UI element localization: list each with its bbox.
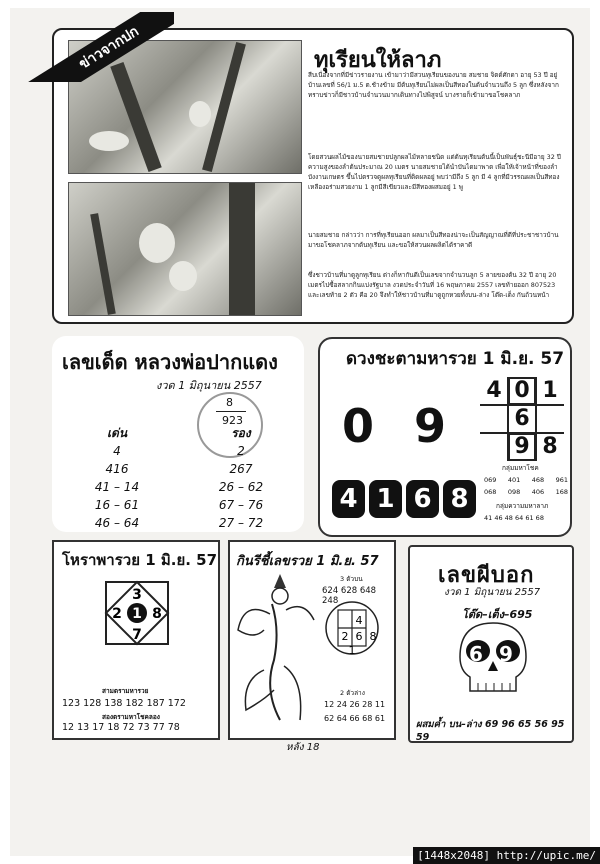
box1-right-value: 27 – 72 [218,516,264,530]
box2-big-number: 9 [414,399,447,453]
box1-right-header: รอง [231,426,251,440]
box4-nums1: 624 628 648 248 [322,586,377,606]
grid-cell: 9 [508,433,536,461]
box1-left-column [82,424,152,532]
box2-big-number: 0 [342,399,375,453]
grid-cell: 0 [508,377,536,405]
news-section [52,23,574,324]
box1-left-value: 41 – 14 [94,480,140,494]
box3-title: โหราพารวย 1 มิ.ย. 57 [62,551,218,569]
news-paragraph-4: ซึ่งชาวบ้านที่มาดูลูกทุเรียน ต่างก็หากันดีเป็นเลขจากจำนวนลูก 5 ลายของต้น 32 ปี อายุ 20 เมตรไปซื้อสลากกินแบ่งรัฐบาล งวดประจำวันที่ 16 พฤษภาคม 2557 เลขท้ายออก 807523 และเลขท้าย 2 ตัว คือ 20 จึงทำให้ชาวบ้านที่มาดูถูกหวยทั้งบน-ล่าง โต๊ด-เต็ง กันถ้วนหน้า [308,271,557,299]
box4-nums2a: 12 24 26 28 11 [324,700,386,709]
box3-nums1: 123 128 138 182 187 172 [62,698,186,709]
news-paragraph-3: นายสมชาย กล่าวว่า การที่ทุเรียนออก ผลมาเป็นสีทองน่าจะเป็นสัญญาณที่ดีที่ประชาชาวบ้านมาขอโชคลาภจากต้นทุเรียน และขอให้สวนผลผลิตได้ราคาดี [308,231,559,249]
news-paragraph-2: โดยสวนผลไม้ของนายสมชายปลูกผลไม้หลายชนิด แต่ต้นทุเรียนต้นนี้เป็นพันธุ์ชะนีมีอายุ 32 ปี ความสูงของลำต้นประมาณ 20 เมตร นายสมชายได้นำบันไดมาพาด เพื่อให้เจ้าหน้าที่ของลำบังงานเกษตร ขึ้นไปตรวจดูผลทุเรียนที่ติดผลอยู่ พบว่ามีถึง 5 ลูก มี 4 ลูกที่มีวรรณผลเป็นสีทองเหลืองอร่ามสวยงาม 1 ลูกมีสีเขียวและมีสีทองผสมอยู่ 1 พู [308,153,561,191]
box5-date: งวด 1 มิถุนายน 2557 [444,587,541,598]
grid-cell: 8 [542,434,558,459]
box1-fraction-line [216,411,246,412]
grid-cell: 6 [514,406,530,431]
box1-title: เลขเด็ด หลวงพ่อปากแดง [62,350,278,374]
durian-fruit-photo-bottom [68,182,302,316]
box1-fraction-bottom: 923 [222,414,243,427]
box1-right-value: 67 – 76 [218,498,264,512]
news-ribbon-label: ข่าวจากปก [24,12,174,82]
news-paragraph-1: สืบเนื่องจากที่มีข่าวรายงาน เข้ามาว่ามีสวนทุเรียนของนาย สมชาย จิตต์ศักดา อายุ 53 ปี อยู่ บ้านเลขที่ 56/1 ม.5 ต.ช้างข้าม มีต้นทุเรียนไม่ผลเป็นสีทองในต้นจำนวนถึง 5 ลูก ซึ่งหลังจากทราบข่าวก็มีชาวบ้านจำนวนมากเดินทางไปพิสูจน์ บางรายก็เข้ามาขอโชคลาภ [308,71,559,99]
ghost-number-box [408,545,574,743]
box1-date: งวด 1 มิถุนายน 2557 [156,379,262,392]
luang-por-pak-daeng-box [52,336,304,532]
box3-nums2: 12 13 17 18 72 73 77 78 [62,722,180,733]
box2-label1: กลุ่มมหาโชค [502,464,539,472]
box1-right-value: 2 [237,444,245,458]
watermark: [1448x2048] http://upic.me/ [413,847,600,864]
news-headline: ทุเรียนให้ลาภ [314,48,442,73]
box2-pill-number: 8 [443,480,476,518]
skull-eye-number: 6 [469,642,483,666]
box1-right-value: 267 [229,462,253,476]
box2-pill-number: 1 [369,480,402,518]
box1-left-header: เด่น [106,426,128,440]
box1-fraction-top: 8 [226,396,233,409]
box2-group2: 41 46 48 64 61 68 [484,514,544,522]
kinnaree-box [228,540,396,740]
box5-title: เลขผีบอก [438,563,535,588]
box2-group1-row2 [484,487,568,497]
page-number: หลัง 18 [286,742,320,753]
kinnaree-illustration [234,570,320,730]
box4-title: กินรีชี้เลขรวย 1 มิ.ย. 57 [236,554,379,569]
box5-bottom-numbers: ผสมค้ำ บน–ล่าง 69 96 65 56 95 59 [416,719,565,743]
grid-number: 8 [152,606,162,622]
skull-eye-number: 9 [499,642,513,666]
box2-group1-row1 [484,475,568,485]
box4-number-grid [324,600,380,656]
num: 098 [507,488,521,496]
grid-cell: 1 [542,378,558,403]
num: 168 [555,488,568,496]
num: 401 [507,476,521,484]
grid-number: 2 [341,630,349,643]
grid-number: 1 [348,644,356,656]
box4-label1: 3 ตัวบน [340,575,363,583]
box1-left-value: 416 [105,462,129,476]
hora-wealth-box [52,540,220,740]
box2-pill-number: 4 [332,480,365,518]
box1-left-value: 4 [113,444,121,458]
num: 406 [531,488,545,496]
horoscope-wealth-box [318,337,572,537]
box3-square-grid [104,580,170,646]
grid-number: 7 [132,627,142,643]
box2-pill-number: 6 [406,480,439,518]
grid-cell: 4 [486,378,502,403]
num: 068 [484,488,497,496]
box3-label2: สองตรามหาโชคลอง [102,713,160,721]
grid-number: 3 [132,587,142,603]
box4-label2: 2 ตัวล่าง [340,689,365,697]
num: 961 [555,476,568,484]
box1-left-value: 46 – 64 [94,516,140,530]
grid-number: 6 [355,630,363,643]
box2-title: ดวงชะตามหารวย 1 มิ.ย. 57 [346,349,565,369]
box3-label1: สามตรามหารวย [102,687,149,695]
box2-label2: กลุ่มความมหาลาภ [496,502,549,510]
box2-number-grid [480,377,564,461]
grid-number: 1 [132,606,142,622]
box1-right-column [206,424,276,532]
grid-number: 8 [369,630,377,643]
box5-tode: โต๊ด–เต็ง–695 [462,608,533,621]
box4-nums2b: 62 64 66 68 61 [324,714,386,723]
num: 069 [484,476,497,484]
grid-number: 2 [112,606,122,622]
box1-right-value: 26 – 62 [218,480,264,494]
grid-number: 4 [355,614,363,627]
box1-left-value: 16 – 61 [94,498,140,512]
skull-illustration [450,619,536,703]
news-ribbon [24,12,174,82]
num: 468 [531,476,545,484]
